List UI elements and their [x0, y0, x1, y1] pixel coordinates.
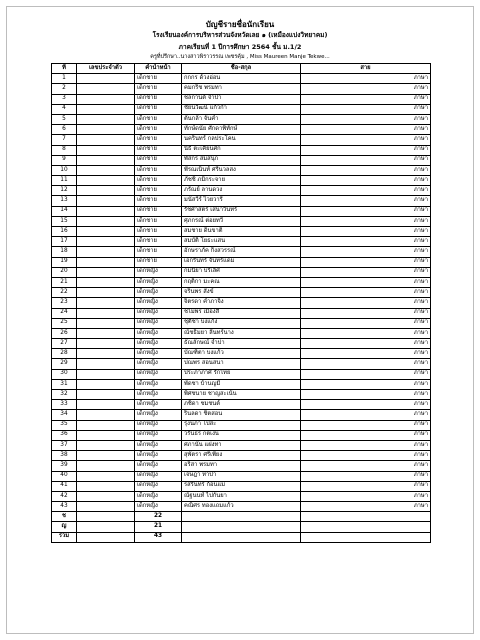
- row-number: 37: [52, 440, 77, 450]
- student-name: ชลกานต์ จำปา: [182, 94, 301, 104]
- table-row: [52, 430, 431, 440]
- student-id: [77, 267, 135, 277]
- name-prefix: เด็กชาย: [135, 135, 182, 145]
- study-line: ภาษา: [301, 288, 431, 298]
- table-row: [52, 94, 431, 104]
- study-line: ภาษา: [301, 216, 431, 226]
- table-row: [52, 216, 431, 226]
- student-name: ทักษ์ดนัย ศักดาพิทักษ์: [182, 125, 301, 135]
- row-number: 21: [52, 277, 77, 287]
- name-prefix: เด็กหญิง: [135, 359, 182, 369]
- student-id: [77, 216, 135, 226]
- row-number: 27: [52, 339, 77, 349]
- name-prefix: เด็กชาย: [135, 125, 182, 135]
- name-prefix: เด็กชาย: [135, 206, 182, 216]
- name-prefix: เด็กหญิง: [135, 277, 182, 287]
- study-line: ภาษา: [301, 491, 431, 501]
- study-line: ภาษา: [301, 471, 431, 481]
- student-name: รัชศาสตร์ เสนาวินทร์: [182, 206, 301, 216]
- table-row: [52, 410, 431, 420]
- table-row: [52, 196, 431, 206]
- student-name: พีรณเนินท์ ศรีนวลสง: [182, 165, 301, 175]
- row-number: 43: [52, 502, 77, 512]
- student-name: จิตรดา คำภาจิง: [182, 298, 301, 308]
- row-number: 28: [52, 349, 77, 359]
- name-prefix: เด็กหญิง: [135, 267, 182, 277]
- study-line: ภาษา: [301, 94, 431, 104]
- student-id: [77, 114, 135, 124]
- row-number: 35: [52, 420, 77, 430]
- table-row: [52, 135, 431, 145]
- row-number: 39: [52, 461, 77, 471]
- study-line: ภาษา: [301, 410, 431, 420]
- table-row: [52, 308, 431, 318]
- study-line: ภาษา: [301, 176, 431, 186]
- row-number: 17: [52, 237, 77, 247]
- name-prefix: เด็กชาย: [135, 237, 182, 247]
- student-name: วรันธร กตเง่น: [182, 430, 301, 440]
- student-id: [77, 491, 135, 501]
- advisors-line: ครูที่ปรึกษา..นางสาวพิราวรรณ เพชรคุ้ม , Miss Maureen Manje Tekwe...: [150, 54, 330, 60]
- name-prefix: เด็กชาย: [135, 186, 182, 196]
- student-id: [77, 257, 135, 267]
- student-name: คมกริช พรมทา: [182, 84, 301, 94]
- row-number: 8: [52, 145, 77, 155]
- student-name: นครินทร์ กลประโคน: [182, 135, 301, 145]
- name-prefix: เด็กหญิง: [135, 339, 182, 349]
- name-prefix: เด็กชาย: [135, 155, 182, 165]
- header-no: ที่: [52, 64, 77, 74]
- study-line: ภาษา: [301, 420, 431, 430]
- study-line: ภาษา: [301, 267, 431, 277]
- student-id: [77, 298, 135, 308]
- name-prefix: เด็กหญิง: [135, 379, 182, 389]
- row-number: 42: [52, 491, 77, 501]
- study-line: ภาษา: [301, 502, 431, 512]
- study-line: ภาษา: [301, 257, 431, 267]
- row-number: 31: [52, 379, 77, 389]
- row-number: 33: [52, 400, 77, 410]
- name-prefix: เด็กหญิง: [135, 451, 182, 461]
- student-id: [77, 451, 135, 461]
- name-prefix: เด็กชาย: [135, 176, 182, 186]
- student-name: พัดชา บ้านญมี: [182, 379, 301, 389]
- name-prefix: เด็กหญิง: [135, 471, 182, 481]
- student-id: [77, 410, 135, 420]
- student-id: [77, 165, 135, 175]
- row-number: 34: [52, 410, 77, 420]
- student-name: ชัยนวัฒน์ แก้วกำ: [182, 104, 301, 114]
- study-line: ภาษา: [301, 125, 431, 135]
- summary-empty-cell: [301, 522, 431, 532]
- name-prefix: เด็กหญิง: [135, 410, 182, 420]
- student-name: ณัฐนนท์ ไปกันยา: [182, 491, 301, 501]
- header-name: ชื่อ-สกุล: [182, 64, 301, 74]
- student-name: สมชาย ดินขาติ: [182, 227, 301, 237]
- row-number: 14: [52, 206, 77, 216]
- row-number: 2: [52, 84, 77, 94]
- name-prefix: เด็กชาย: [135, 94, 182, 104]
- table-row: [52, 420, 431, 430]
- student-name: อักษราภัค กิ่งสวรรณ์: [182, 247, 301, 257]
- student-id: [77, 206, 135, 216]
- study-line: ภาษา: [301, 237, 431, 247]
- student-name: อริสา พรมทา: [182, 461, 301, 471]
- table-row: [52, 247, 431, 257]
- name-prefix: เด็กชาย: [135, 216, 182, 226]
- study-line: ภาษา: [301, 206, 431, 216]
- study-line: ภาษา: [301, 328, 431, 338]
- student-id: [77, 288, 135, 298]
- summary-empty-cell: [77, 522, 135, 532]
- table-row: [52, 369, 431, 379]
- table-row: [52, 257, 431, 267]
- student-name: กฤติกา มะคณ: [182, 277, 301, 287]
- study-line: ภาษา: [301, 440, 431, 450]
- row-number: 13: [52, 196, 77, 206]
- summary-empty-cell: [301, 512, 431, 522]
- student-id: [77, 400, 135, 410]
- student-name: ชุติชา บงแก้ง: [182, 318, 301, 328]
- table-row: [52, 155, 431, 165]
- table-row: [52, 176, 431, 186]
- table-row: [52, 461, 431, 471]
- table-row: [52, 328, 431, 338]
- roster-body: [52, 74, 431, 512]
- student-id: [77, 420, 135, 430]
- name-prefix: เด็กหญิง: [135, 318, 182, 328]
- study-line: ภาษา: [301, 430, 431, 440]
- student-id: [77, 359, 135, 369]
- table-header-row: [52, 64, 431, 74]
- student-id: [77, 176, 135, 186]
- table-row: [52, 84, 431, 94]
- name-prefix: เด็กชาย: [135, 227, 182, 237]
- summary-value: 43: [135, 532, 182, 542]
- summary-row: [52, 532, 431, 542]
- table-row: [52, 359, 431, 369]
- study-line: ภาษา: [301, 390, 431, 400]
- student-name: ศุภกรณ์ ต่อยทวี: [182, 216, 301, 226]
- study-line: ภาษา: [301, 359, 431, 369]
- student-name: รุ่งนภา โปสะ: [182, 420, 301, 430]
- table-row: [52, 440, 431, 450]
- row-number: 7: [52, 135, 77, 145]
- table-row: [52, 471, 431, 481]
- student-id: [77, 349, 135, 359]
- name-prefix: เด็กหญิง: [135, 390, 182, 400]
- study-line: ภาษา: [301, 379, 431, 389]
- study-line: ภาษา: [301, 400, 431, 410]
- row-number: 6: [52, 125, 77, 135]
- summary-label: ญ: [52, 522, 77, 532]
- table-row: [52, 206, 431, 216]
- study-line: ภาษา: [301, 135, 431, 145]
- student-id: [77, 84, 135, 94]
- table-row: [52, 237, 431, 247]
- row-number: 41: [52, 481, 77, 491]
- student-name: สมบัติ โยธะแสน: [182, 237, 301, 247]
- table-row: [52, 400, 431, 410]
- student-id: [77, 227, 135, 237]
- school-name: โรงเรียนองค์การบริหารส่วนจังหวัดเลย ๑ (เหมืองแบ่งวิทยาคม): [152, 31, 328, 39]
- student-name: รินลดา ชิตสอน: [182, 410, 301, 420]
- student-name: ภชิดา ชมชนต์: [182, 400, 301, 410]
- table-row: [52, 502, 431, 512]
- row-number: 26: [52, 328, 77, 338]
- student-id: [77, 247, 135, 257]
- row-number: 18: [52, 247, 77, 257]
- summary-label: รวม: [52, 532, 77, 542]
- header-id: เลขประจำตัว: [77, 64, 135, 74]
- student-id: [77, 155, 135, 165]
- student-name: บัณฑิตา บงแก้ว: [182, 349, 301, 359]
- summary-value: 21: [135, 522, 182, 532]
- student-name: นิธิ ตะเคียนศก: [182, 145, 301, 155]
- student-id: [77, 145, 135, 155]
- table-row: [52, 451, 431, 461]
- name-prefix: เด็กชาย: [135, 104, 182, 114]
- table-row: [52, 267, 431, 277]
- summary-empty-cell: [182, 522, 301, 532]
- student-id: [77, 430, 135, 440]
- row-number: 40: [52, 471, 77, 481]
- study-line: ภาษา: [301, 84, 431, 94]
- student-name: เอกรินทร์ จันทร์แดม: [182, 257, 301, 267]
- row-number: 22: [52, 288, 77, 298]
- row-number: 30: [52, 369, 77, 379]
- row-number: 38: [52, 451, 77, 461]
- summary-empty-cell: [77, 532, 135, 542]
- study-line: ภาษา: [301, 481, 431, 491]
- name-prefix: เด็กชาย: [135, 74, 182, 84]
- row-number: 1: [52, 74, 77, 84]
- name-prefix: เด็กชาย: [135, 84, 182, 94]
- row-number: 3: [52, 94, 77, 104]
- study-line: ภาษา: [301, 196, 431, 206]
- header-prefix: คำนำหน้า: [135, 64, 182, 74]
- row-number: 20: [52, 267, 77, 277]
- table-row: [52, 339, 431, 349]
- table-row: [52, 145, 431, 155]
- row-number: 15: [52, 216, 77, 226]
- row-number: 16: [52, 227, 77, 237]
- summary-empty-cell: [182, 512, 301, 522]
- row-number: 4: [52, 104, 77, 114]
- table-row: [52, 165, 431, 175]
- name-prefix: เด็กหญิง: [135, 298, 182, 308]
- name-prefix: เด็กหญิง: [135, 461, 182, 471]
- student-id: [77, 125, 135, 135]
- study-line: ภาษา: [301, 298, 431, 308]
- table-row: [52, 288, 431, 298]
- summary-empty-cell: [182, 532, 301, 542]
- row-number: 5: [52, 114, 77, 124]
- name-prefix: เด็กชาย: [135, 114, 182, 124]
- study-line: ภาษา: [301, 227, 431, 237]
- name-prefix: เด็กหญิง: [135, 430, 182, 440]
- student-id: [77, 104, 135, 114]
- summary-row: [52, 522, 431, 532]
- header-line: สาย: [301, 64, 431, 74]
- row-number: 24: [52, 308, 77, 318]
- table-row: [52, 104, 431, 114]
- name-prefix: เด็กชาย: [135, 196, 182, 206]
- row-number: 11: [52, 176, 77, 186]
- student-id: [77, 135, 135, 145]
- student-name: สุพัตรา ศรีเพียง: [182, 451, 301, 461]
- study-line: ภาษา: [301, 155, 431, 165]
- study-line: ภาษา: [301, 369, 431, 379]
- name-prefix: เด็กหญิง: [135, 491, 182, 501]
- table-row: [52, 186, 431, 196]
- student-id: [77, 196, 135, 206]
- row-number: 12: [52, 186, 77, 196]
- student-name: กกกร ด้วงอ่อน: [182, 74, 301, 84]
- student-name: รสรินทร์ ก้อนแม่: [182, 481, 301, 491]
- term-info: ภาคเรียนที่ 1 ปีการศึกษา 2564 ชั้น ม.1/2: [178, 43, 302, 51]
- row-number: 32: [52, 390, 77, 400]
- name-prefix: เด็กหญิง: [135, 400, 182, 410]
- student-name: คณิศร ทองแถมแก้ว: [182, 502, 301, 512]
- student-id: [77, 94, 135, 104]
- study-line: ภาษา: [301, 308, 431, 318]
- row-number: 25: [52, 318, 77, 328]
- row-number: 10: [52, 165, 77, 175]
- summary-value: 22: [135, 512, 182, 522]
- name-prefix: เด็กหญิง: [135, 481, 182, 491]
- summary-empty-cell: [301, 532, 431, 542]
- study-line: ภาษา: [301, 114, 431, 124]
- student-id: [77, 369, 135, 379]
- name-prefix: เด็กชาย: [135, 257, 182, 267]
- name-prefix: เด็กหญิง: [135, 440, 182, 450]
- student-id: [77, 74, 135, 84]
- study-line: ภาษา: [301, 145, 431, 155]
- study-line: ภาษา: [301, 349, 431, 359]
- student-id: [77, 379, 135, 389]
- student-id: [77, 461, 135, 471]
- student-id: [77, 502, 135, 512]
- student-name: ภรัณย์ ลานดวง: [182, 186, 301, 196]
- name-prefix: เด็กหญิง: [135, 308, 182, 318]
- student-name: ธัณลักษณ์ จำปา: [182, 339, 301, 349]
- study-line: ภาษา: [301, 451, 431, 461]
- name-prefix: เด็กหญิง: [135, 349, 182, 359]
- student-id: [77, 277, 135, 287]
- student-name: พัสกร สมสนุก: [182, 155, 301, 165]
- student-id: [77, 440, 135, 450]
- table-row: [52, 318, 431, 328]
- row-number: 9: [52, 155, 77, 165]
- student-id: [77, 328, 135, 338]
- name-prefix: เด็กชาย: [135, 247, 182, 257]
- student-name: ศภานัน แฝงทา: [182, 440, 301, 450]
- student-name: ณัชธิมยา ลีนทร์นาง: [182, 328, 301, 338]
- student-name: ต้นกล้า จันคำ: [182, 114, 301, 124]
- row-number: 36: [52, 430, 77, 440]
- table-row: [52, 349, 431, 359]
- study-line: ภาษา: [301, 461, 431, 471]
- study-line: ภาษา: [301, 318, 431, 328]
- student-roster-table: [51, 63, 431, 543]
- student-id: [77, 481, 135, 491]
- table-row: [52, 390, 431, 400]
- student-name: พิศชนาย ชาญสะเน้น: [182, 390, 301, 400]
- name-prefix: เด็กชาย: [135, 165, 182, 175]
- student-name: กมนียา บริเลิศ: [182, 267, 301, 277]
- row-number: 19: [52, 257, 77, 267]
- student-id: [77, 308, 135, 318]
- name-prefix: เด็กหญิง: [135, 502, 182, 512]
- student-id: [77, 339, 135, 349]
- name-prefix: เด็กหญิง: [135, 369, 182, 379]
- student-id: [77, 237, 135, 247]
- student-name: มนัสวีร์ ไวยวารี: [182, 196, 301, 206]
- table-row: [52, 277, 431, 287]
- table-row: [52, 74, 431, 84]
- study-line: ภาษา: [301, 74, 431, 84]
- table-row: [52, 298, 431, 308]
- summary-row: [52, 512, 431, 522]
- student-id: [77, 471, 135, 481]
- student-id: [77, 186, 135, 196]
- student-name: ภัชชิ ภมิกระจาย: [182, 176, 301, 186]
- student-name: ประภาภาศ รักไทย: [182, 369, 301, 379]
- study-line: ภาษา: [301, 339, 431, 349]
- study-line: ภาษา: [301, 277, 431, 287]
- row-number: 29: [52, 359, 77, 369]
- student-id: [77, 390, 135, 400]
- study-line: ภาษา: [301, 165, 431, 175]
- summary-body: [52, 512, 431, 543]
- study-line: ภาษา: [301, 247, 431, 257]
- summary-label: ช: [52, 512, 77, 522]
- study-line: ภาษา: [301, 104, 431, 114]
- document-title: บัญชีรายชื่อนักเรียน: [205, 20, 275, 29]
- table-row: [52, 379, 431, 389]
- table-row: [52, 227, 431, 237]
- name-prefix: เด็กหญิง: [135, 288, 182, 298]
- summary-empty-cell: [77, 512, 135, 522]
- table-row: [52, 114, 431, 124]
- student-name: ชไมพร เมืองสี: [182, 308, 301, 318]
- name-prefix: เด็กหญิง: [135, 328, 182, 338]
- student-name: เจษฎา ทาปา: [182, 471, 301, 481]
- row-number: 23: [52, 298, 77, 308]
- table-row: [52, 125, 431, 135]
- student-name: ปณพร สอนสนา: [182, 359, 301, 369]
- table-row: [52, 481, 431, 491]
- name-prefix: เด็กหญิง: [135, 420, 182, 430]
- student-id: [77, 318, 135, 328]
- study-line: ภาษา: [301, 186, 431, 196]
- student-name: จรินพร สังข์: [182, 288, 301, 298]
- name-prefix: เด็กชาย: [135, 145, 182, 155]
- table-row: [52, 491, 431, 501]
